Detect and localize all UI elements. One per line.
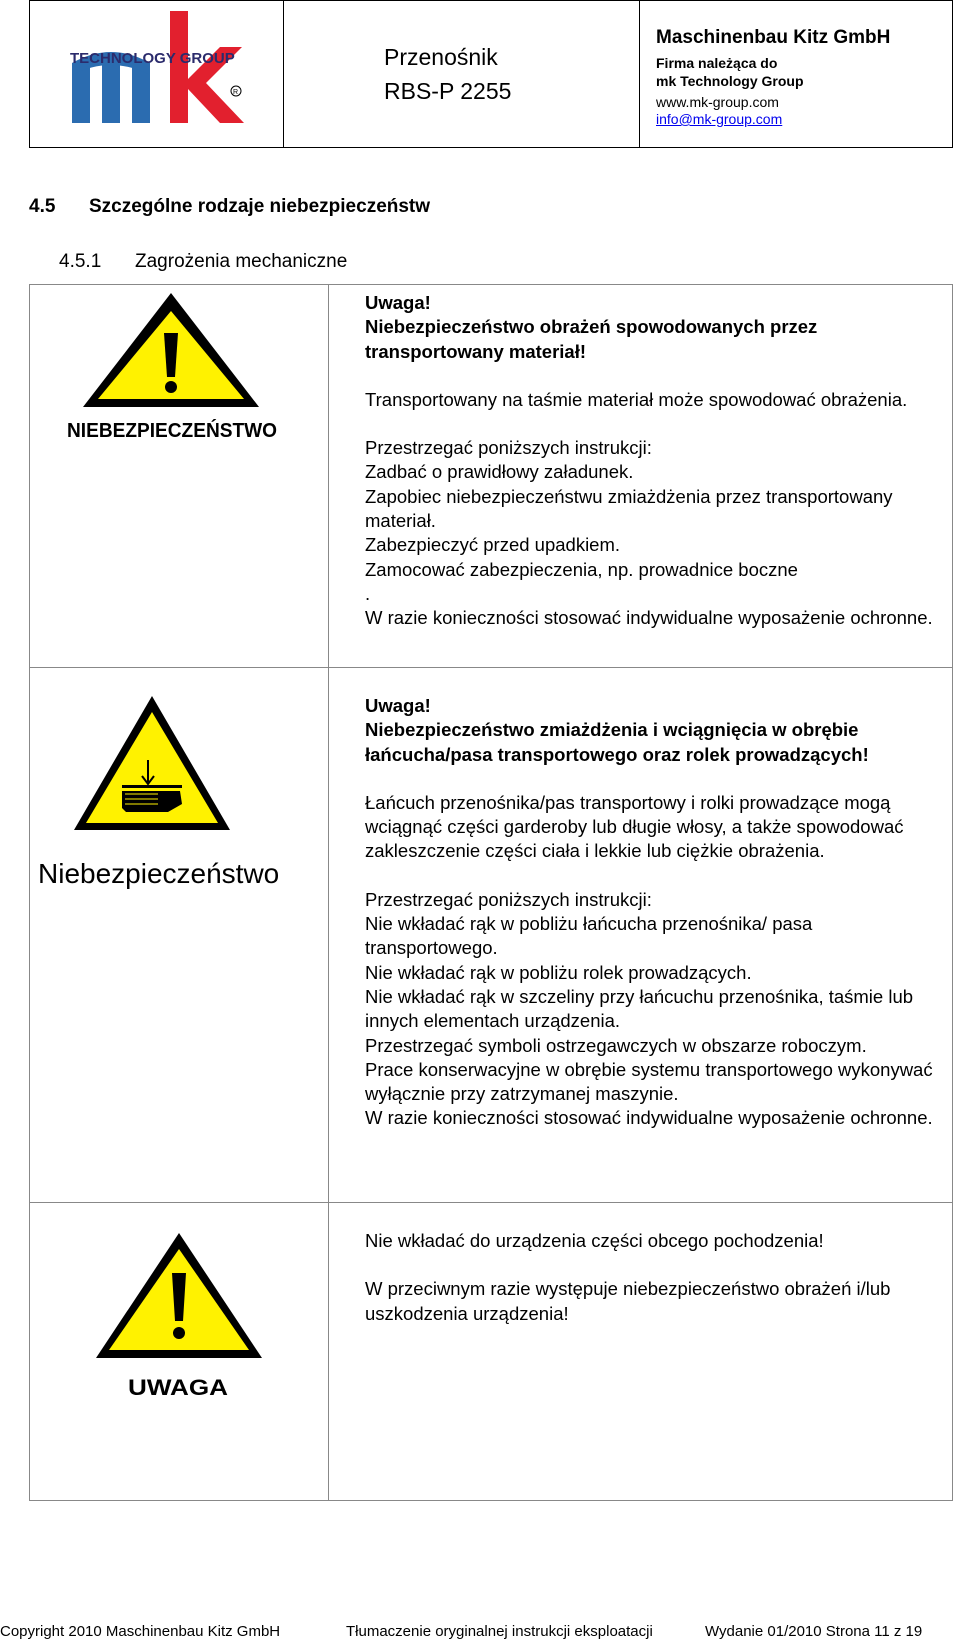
document-header <box>29 0 953 148</box>
section-heading <box>29 196 430 218</box>
hazard-row-foreign-objects <box>30 1203 953 1501</box>
text-cell <box>329 668 953 1203</box>
caution-line: Nie wkładać do urządzenia części obcego pochodzenia! <box>365 1230 824 1251</box>
danger-warning-icon <box>30 285 328 450</box>
section-number: 4.5 <box>29 196 56 217</box>
hazard-row-crushing <box>30 668 953 1203</box>
text-cell <box>329 285 953 668</box>
company-name: Maschinenbau Kitz GmbH <box>656 27 891 48</box>
instruction-item: Zapobiec niebezpieczeństwu zmiażdżenia przez transportowany materiał. <box>365 485 893 532</box>
instruction-item: Nie wkładać rąk w pobliżu łańcucha przenośnika/ pasa transportowego. <box>365 913 813 959</box>
instructions-heading: Przestrzegać poniższych instrukcji: <box>365 888 652 910</box>
mk-logo <box>30 1 284 147</box>
company-subtitle-1: Firma należąca do <box>656 55 778 71</box>
instruction-item: Nie wkładać rąk w pobliżu rolek prowadzących. <box>365 961 752 983</box>
instruction-item: Zadbać o prawidłowy załadunek. <box>365 461 634 483</box>
section-title: Szczególne rodzaje niebezpieczeństw <box>89 196 431 217</box>
instruction-item: W razie konieczności stosować indywidualne wyposażenie ochronne. <box>365 1107 933 1129</box>
hand-crush-warning-icon <box>30 668 328 908</box>
hazard-table <box>29 284 953 1501</box>
danger-symbol-label: Niebezpieczeństwo <box>38 858 280 889</box>
email-link[interactable]: info@mk-group.com <box>656 111 783 127</box>
symbol-cell <box>30 668 329 1203</box>
instruction-item: Zamocować zabezpieczenia, np. prowadnice boczne <box>365 558 798 580</box>
product-model: RBS-P 2255 <box>384 78 512 104</box>
hazard-row-transported-material <box>30 285 953 668</box>
logo-cell <box>30 1 284 147</box>
instruction-item: Prace konserwacyjne w obrębie systemu transportowego wykonywać wyłącznie przy zatrzymanej maszynie. <box>365 1058 933 1105</box>
caution-symbol-label: UWAGA <box>128 1375 229 1400</box>
subsection-title: Zagrożenia mechaniczne <box>135 251 348 272</box>
company-subtitle-2: mk Technology Group <box>656 73 804 89</box>
logo-text: TECHNOLOGY GROUP <box>70 50 235 67</box>
instruction-item: W razie konieczności stosować indywidualne wyposażenie ochronne. <box>365 607 933 629</box>
symbol-cell <box>30 285 329 668</box>
footer-copyright: Copyright 2010 Maschinenbau Kitz GmbH <box>0 1623 281 1640</box>
instruction-item: Nie wkładać rąk w szczeliny przy łańcuchu przenośnika, taśmie lub innych elementach urządzenia. <box>365 985 914 1032</box>
warning-title: Niebezpieczeństwo obrażeń spowodowanych przez transportowany materiał! <box>365 316 818 362</box>
subsection-number: 4.5.1 <box>59 251 102 272</box>
instructions-heading: Przestrzegać poniższych instrukcji: <box>365 437 652 459</box>
warning-intro: Transportowany na taśmie materiał może spowodować obrażenia. <box>365 388 908 410</box>
svg-text:R: R <box>233 89 239 96</box>
product-name: Przenośnik <box>384 44 498 70</box>
symbol-cell <box>30 1203 329 1501</box>
warning-heading: Uwaga! <box>365 695 431 716</box>
instruction-item: . <box>365 582 371 604</box>
subsection-heading <box>59 251 347 273</box>
footer-translation: Tłumaczenie oryginalnej instrukcji eksploatacji <box>346 1623 653 1640</box>
warning-intro: Łańcuch przenośnika/pas transportowy i rolki prowadzące mogą wciągnąć części garderoby lub długie włosy, a także spowodować zakleszczenie części ciała i lekkie lub ciężkie obrażenia. <box>365 791 904 862</box>
company-cell <box>640 1 952 147</box>
danger-symbol-label: NIEBEZPIECZEŃSTWO <box>67 420 288 442</box>
warning-title: Niebezpieczeństwo zmiażdżenia i wciągnięcia w obrębie łańcucha/pasa transportowego oraz rolek prowadzących! <box>365 719 869 765</box>
caution-warning-icon <box>30 1203 328 1408</box>
footer-edition: Wydanie 01/2010 Strona 11 z 19 <box>705 1623 923 1640</box>
instruction-item: Przestrzegać symboli ostrzegawczych w obszarze roboczym. <box>365 1034 867 1056</box>
text-cell <box>329 1203 953 1501</box>
website-link[interactable]: www.mk-group.com <box>656 94 779 110</box>
warning-heading: Uwaga! <box>365 292 431 313</box>
product-cell <box>284 1 640 147</box>
caution-line: W przeciwnym razie występuje niebezpieczeństwo obrażeń i/lub uszkodzenia urządzenia! <box>365 1278 891 1324</box>
instruction-item: Zabezpieczyć przed upadkiem. <box>365 534 621 556</box>
